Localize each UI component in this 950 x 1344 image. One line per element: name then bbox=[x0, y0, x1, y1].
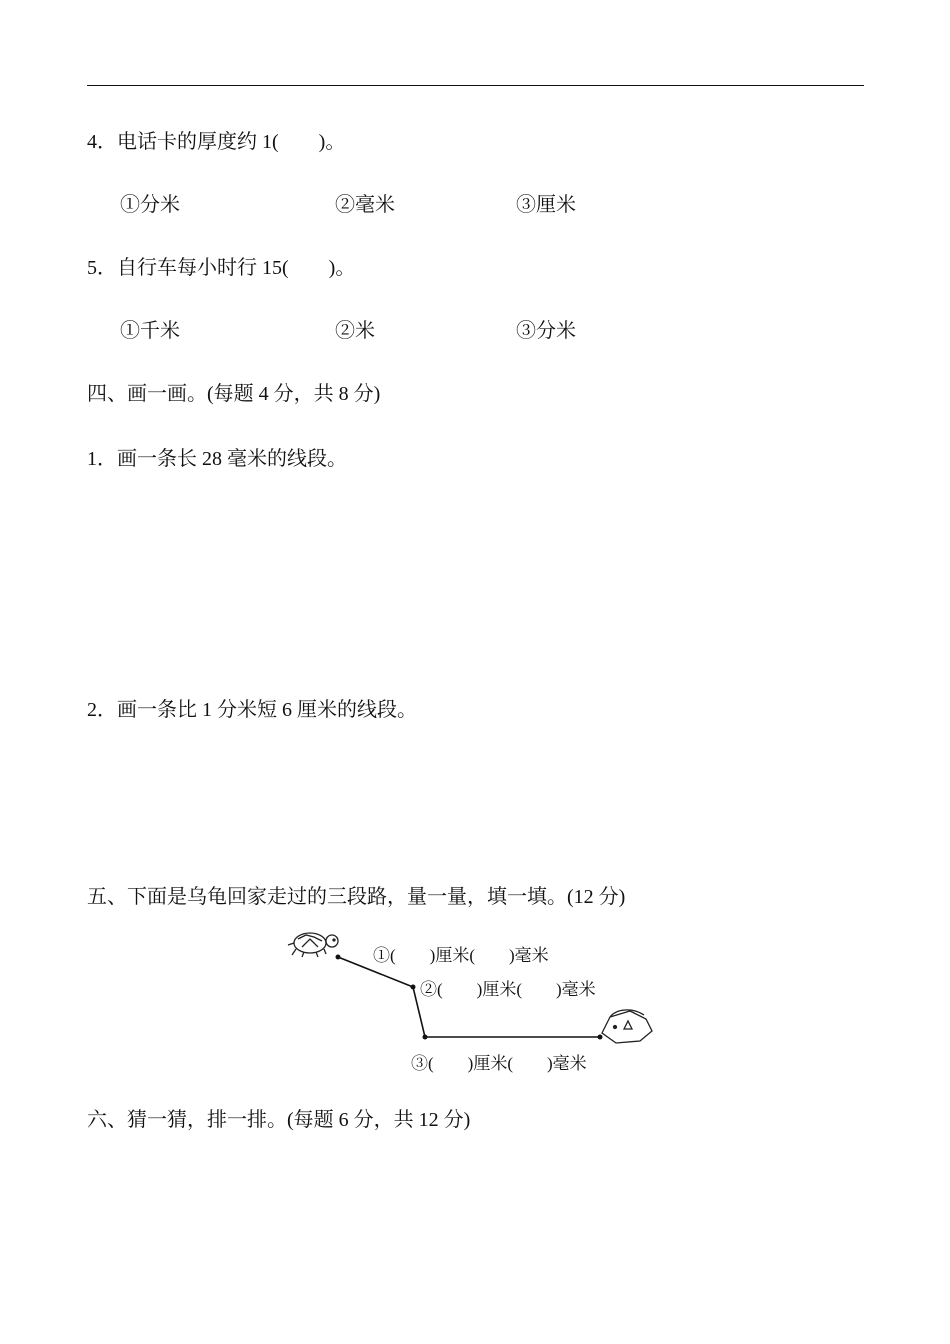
section-6-title: 六、猜一猜，排一排。(每题 6 分，共 12 分) bbox=[87, 1109, 471, 1131]
point-turn-2 bbox=[423, 1035, 428, 1040]
segment-2-answer: ②( )厘米( )毫米 bbox=[420, 980, 596, 999]
section-4-question-1: 1．画一条长 28 毫米的线段。 bbox=[87, 448, 347, 470]
q4-option-2: ②毫米 bbox=[335, 194, 395, 216]
question-4: 4．电话卡的厚度约 1( )。 bbox=[87, 131, 346, 153]
question-5: 5．自行车每小时行 15( )。 bbox=[87, 257, 356, 279]
header-rule bbox=[87, 85, 864, 86]
segment-3-answer: ③( )厘米( )毫米 bbox=[411, 1054, 587, 1073]
house-icon bbox=[602, 1010, 652, 1043]
q4-option-1: ①分米 bbox=[120, 194, 180, 216]
q5-option-1: ①千米 bbox=[120, 320, 180, 342]
q5-option-2: ②米 bbox=[335, 320, 375, 342]
q4-option-3: ③厘米 bbox=[516, 194, 576, 216]
point-end bbox=[598, 1035, 603, 1040]
point-start bbox=[336, 955, 341, 960]
section-4-question-2: 2．画一条比 1 分米短 6 厘米的线段。 bbox=[87, 699, 417, 721]
section-4-title: 四、画一画。(每题 4 分，共 8 分) bbox=[87, 383, 381, 405]
segment-1-answer: ①( )厘米( )毫米 bbox=[373, 946, 549, 965]
point-turn-1 bbox=[411, 985, 416, 990]
section-5-title: 五、下面是乌龟回家走过的三段路，量一量，填一填。(12 分) bbox=[87, 886, 626, 908]
q5-option-3: ③分米 bbox=[516, 320, 576, 342]
turtle-icon bbox=[288, 933, 338, 957]
